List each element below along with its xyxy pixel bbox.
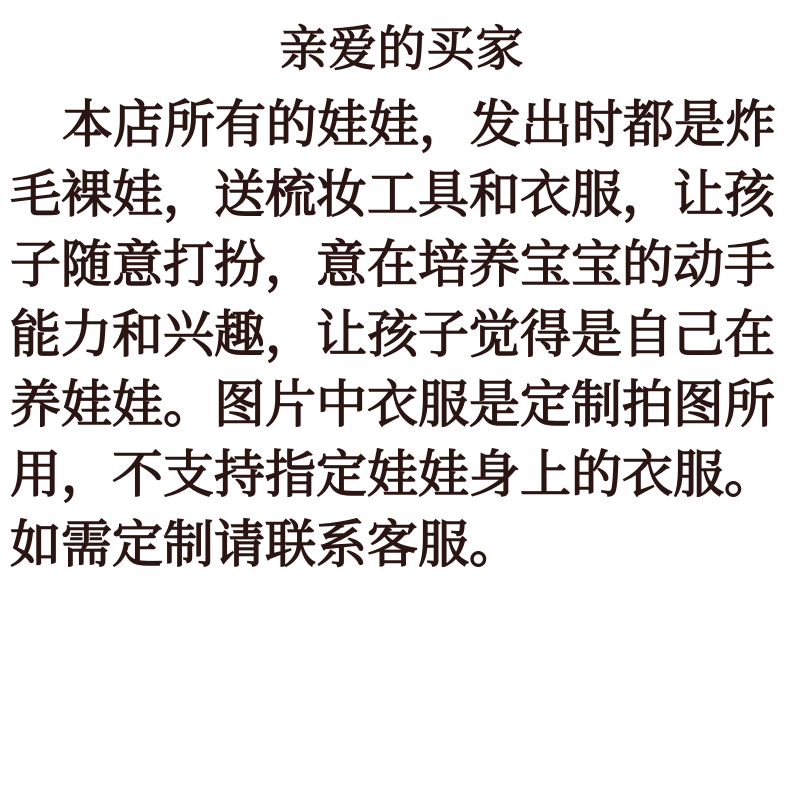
notice-line: 如需定制请联系客服。 [10,516,521,573]
notice-line: 养娃娃。图片中衣服是定制拍图所 [10,376,776,433]
notice-line: 毛裸娃，送梳妆工具和衣服，让孩 [10,166,776,223]
notice-line: 子随意打扮，意在培养宝宝的动手 [10,236,776,293]
notice-line: 用，不支持指定娃娃身上的衣服。 [10,446,776,503]
notice-title: 亲爱的买家 [279,23,525,76]
notice-line: 能力和兴趣，让孩子觉得是自己在 [10,306,776,363]
notice-line: 本店所有的娃娃，发出时都是炸 [62,96,777,153]
notice-body [10,90,794,580]
